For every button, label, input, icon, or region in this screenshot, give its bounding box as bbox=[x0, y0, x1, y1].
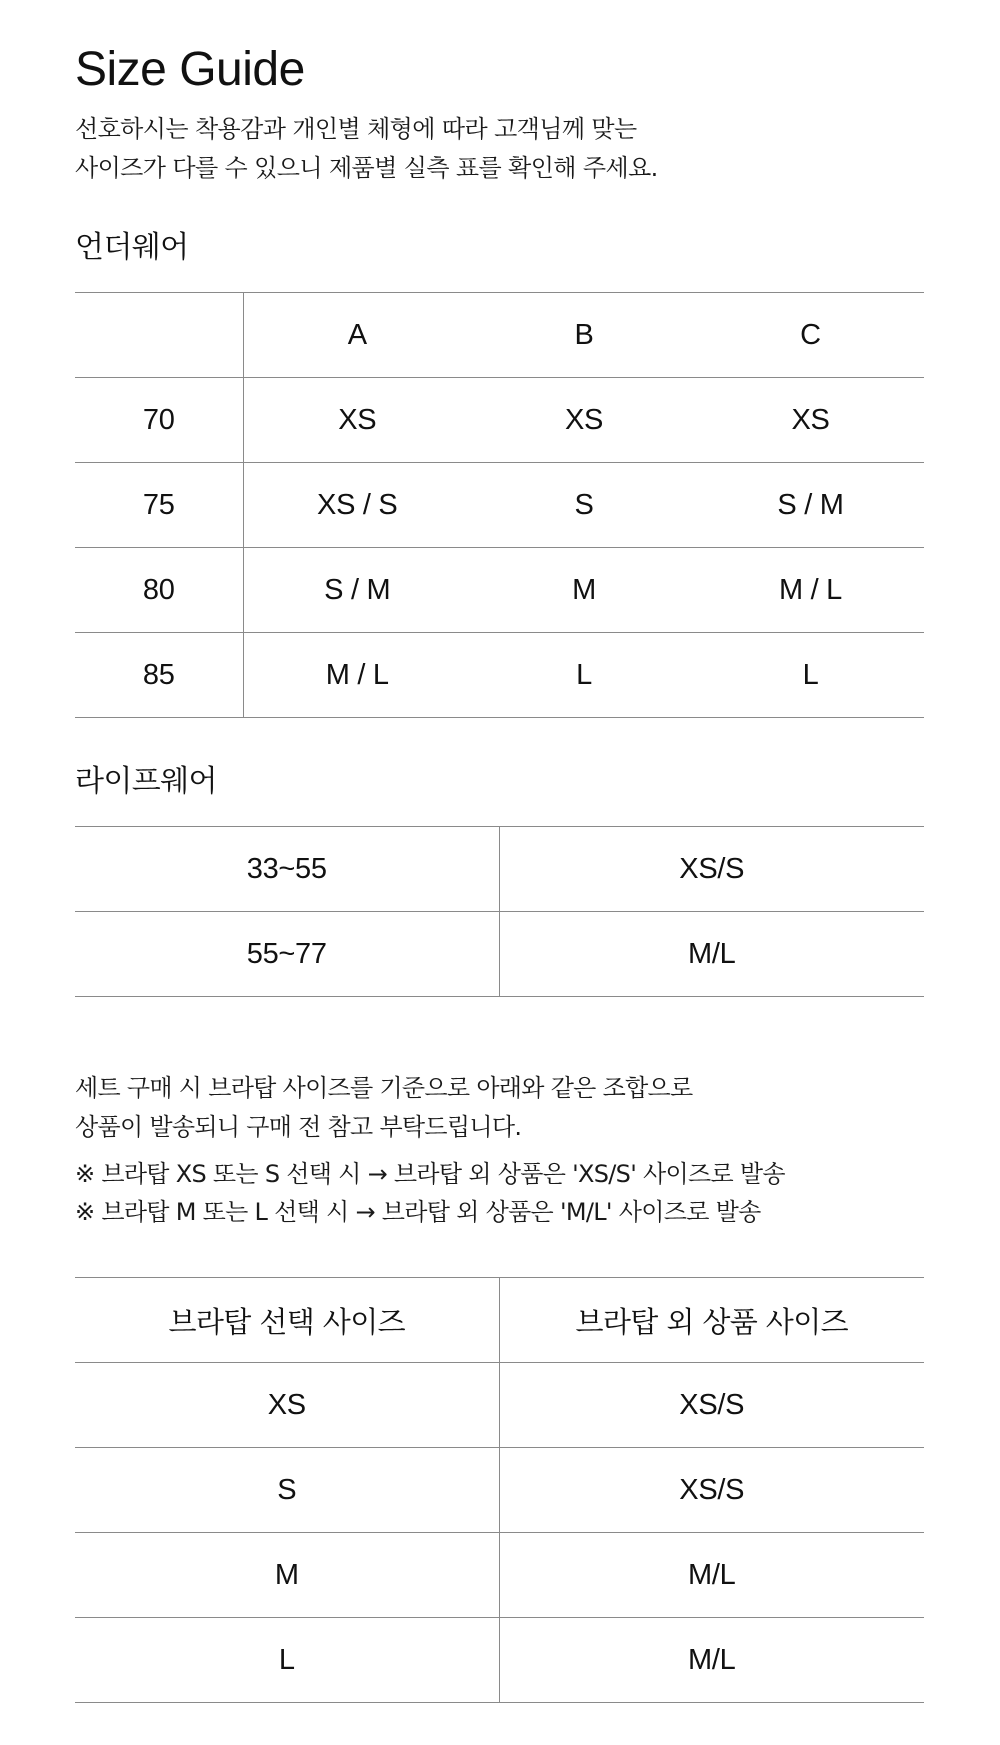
size-cell: XS bbox=[697, 378, 924, 463]
intro-line-2: 사이즈가 다를 수 있으니 제품별 실측 표를 확인해 주세요. bbox=[75, 154, 658, 182]
size-cell: M / L bbox=[697, 548, 924, 633]
other-size-cell: XS/S bbox=[499, 1448, 924, 1533]
header-cell-cup-c: C bbox=[697, 293, 924, 378]
table-row bbox=[75, 1533, 924, 1618]
header-cell-cup-a: A bbox=[243, 293, 471, 378]
other-size-cell: XS/S bbox=[499, 1363, 924, 1448]
bratop-size-cell: M bbox=[75, 1533, 499, 1618]
rule-line-1: ※ 브라탑 XS 또는 S 선택 시 → 브라탑 외 상품은 'XS/S' 사이즈로 발송 bbox=[75, 1160, 785, 1188]
lifewear-size-table bbox=[75, 826, 924, 997]
size-cell: XS / S bbox=[243, 463, 471, 548]
size-cell: XS/S bbox=[499, 827, 924, 912]
size-cell: S bbox=[471, 463, 697, 548]
table-header-row bbox=[75, 1278, 924, 1363]
lifewear-heading: 라이프웨어 bbox=[75, 764, 217, 799]
note-line-1: 세트 구매 시 브라탑 사이즈를 기준으로 아래와 같은 조합으로 bbox=[75, 1074, 693, 1102]
size-cell: M / L bbox=[243, 633, 471, 718]
table-header-row bbox=[75, 293, 924, 378]
rule-line-2: ※ 브라탑 M 또는 L 선택 시 → 브라탑 외 상품은 'M/L' 사이즈로 발송 bbox=[75, 1198, 761, 1226]
other-size-cell: M/L bbox=[499, 1618, 924, 1703]
combination-rules bbox=[75, 1155, 785, 1231]
underwear-size-table bbox=[75, 292, 924, 718]
table-row bbox=[75, 1363, 924, 1448]
table-row bbox=[75, 633, 924, 718]
table-row bbox=[75, 912, 924, 997]
band-size-cell: 75 bbox=[75, 463, 243, 548]
band-size-cell: 80 bbox=[75, 548, 243, 633]
size-range-cell: 55~77 bbox=[75, 912, 499, 997]
page-title: Size Guide bbox=[75, 43, 305, 96]
header-cell-other-size: 브라탑 외 상품 사이즈 bbox=[499, 1278, 924, 1363]
table-row bbox=[75, 548, 924, 633]
size-cell: M/L bbox=[499, 912, 924, 997]
size-cell: S / M bbox=[243, 548, 471, 633]
size-range-cell: 33~55 bbox=[75, 827, 499, 912]
set-purchase-note bbox=[75, 1069, 693, 1147]
size-cell: S / M bbox=[697, 463, 924, 548]
header-cell-empty bbox=[75, 293, 243, 378]
bratop-size-cell: XS bbox=[75, 1363, 499, 1448]
bratop-size-cell: L bbox=[75, 1618, 499, 1703]
size-cell: L bbox=[471, 633, 697, 718]
band-size-cell: 70 bbox=[75, 378, 243, 463]
size-cell: XS bbox=[243, 378, 471, 463]
underwear-heading: 언더웨어 bbox=[75, 230, 189, 265]
size-cell: L bbox=[697, 633, 924, 718]
header-cell-bratop-size: 브라탑 선택 사이즈 bbox=[75, 1278, 499, 1363]
table-row bbox=[75, 1448, 924, 1533]
bratop-size-cell: S bbox=[75, 1448, 499, 1533]
header-cell-cup-b: B bbox=[471, 293, 697, 378]
size-cell: XS bbox=[471, 378, 697, 463]
note-line-2: 상품이 발송되니 구매 전 참고 부탁드립니다. bbox=[75, 1113, 522, 1141]
table-row bbox=[75, 827, 924, 912]
intro-line-1: 선호하시는 착용감과 개인별 체형에 따라 고객님께 맞는 bbox=[75, 115, 637, 143]
size-cell: M bbox=[471, 548, 697, 633]
band-size-cell: 85 bbox=[75, 633, 243, 718]
table-row bbox=[75, 378, 924, 463]
table-row bbox=[75, 1618, 924, 1703]
combination-size-table bbox=[75, 1277, 924, 1703]
other-size-cell: M/L bbox=[499, 1533, 924, 1618]
intro-text bbox=[75, 110, 658, 188]
table-row bbox=[75, 463, 924, 548]
